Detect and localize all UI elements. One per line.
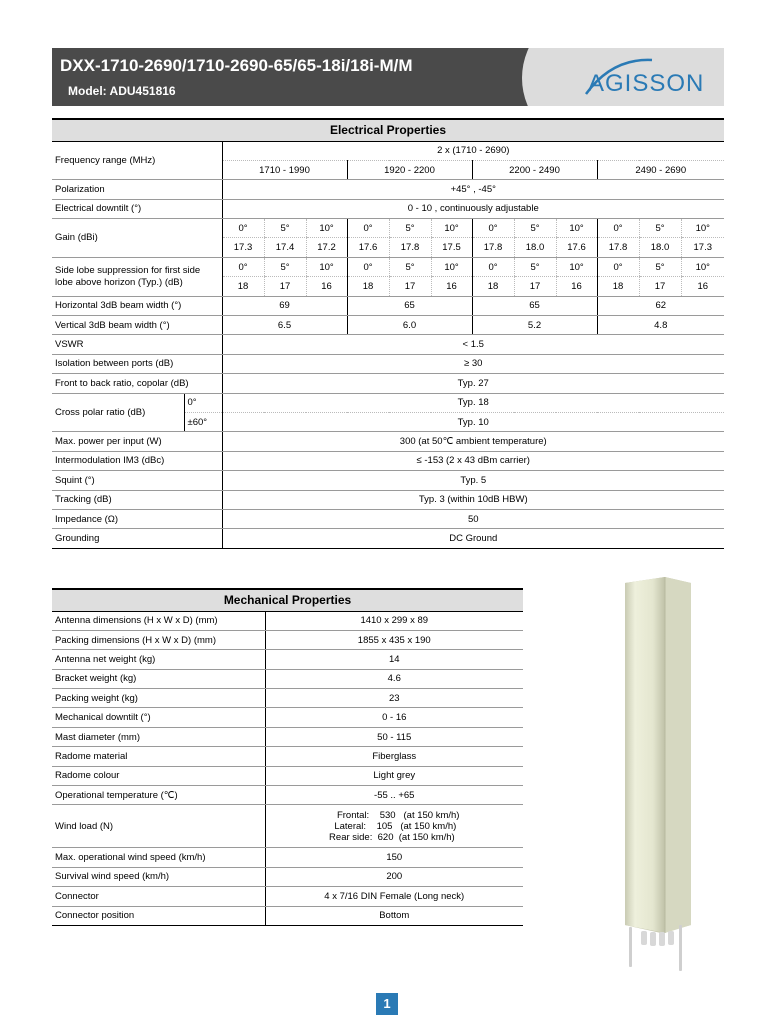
gain-tilt: 10° bbox=[431, 219, 472, 238]
gain-value: 18.0 bbox=[639, 238, 681, 257]
sidelobe-value: 17 bbox=[264, 277, 306, 296]
front-to-back-label: Front to back ratio, copolar (dB) bbox=[52, 374, 222, 393]
gain-value: 17.5 bbox=[431, 238, 472, 257]
electrical-properties-table bbox=[52, 118, 724, 549]
page-number: 1 bbox=[376, 993, 398, 1015]
sidelobe-tilt: 10° bbox=[556, 257, 597, 276]
mech-row-value: 4 x 7/16 DIN Female (Long neck) bbox=[265, 887, 523, 906]
sidelobe-value: 16 bbox=[556, 277, 597, 296]
mech-row-value: 0 - 16 bbox=[265, 708, 523, 727]
mechanical-properties-title: Mechanical Properties bbox=[52, 589, 523, 611]
squint-value: Typ. 5 bbox=[222, 471, 724, 490]
mech-row-value: 4.6 bbox=[265, 669, 523, 688]
gain-value: 18.0 bbox=[514, 238, 556, 257]
tracking-value: Typ. 3 (within 10dB HBW) bbox=[222, 490, 724, 509]
sidelobe-value: 16 bbox=[306, 277, 347, 296]
mech-row-value: 150 bbox=[265, 848, 523, 867]
mech-row-value: 23 bbox=[265, 689, 523, 708]
sidelobe-value: 17 bbox=[514, 277, 556, 296]
sidelobe-tilt: 0° bbox=[472, 257, 514, 276]
sidelobe-value: 18 bbox=[347, 277, 389, 296]
gain-tilt: 10° bbox=[681, 219, 724, 238]
mech-row-label: Mast diameter (mm) bbox=[52, 727, 265, 746]
mech-row-label: Radome material bbox=[52, 747, 265, 766]
sidelobe-value: 18 bbox=[472, 277, 514, 296]
isolation-value: ≥ 30 bbox=[222, 354, 724, 373]
cross-polar-angle-60: ±60° bbox=[184, 412, 222, 431]
product-title: DXX-1710-2690/1710-2690-65/65-18i/18i-M/M bbox=[60, 56, 413, 75]
gain-tilt: 0° bbox=[222, 219, 264, 238]
mech-row-value: Bottom bbox=[265, 906, 523, 925]
gain-tilt: 10° bbox=[306, 219, 347, 238]
grounding-value: DC Ground bbox=[222, 529, 724, 548]
mech-row-value: Light grey bbox=[265, 766, 523, 785]
sidelobe-tilt: 5° bbox=[389, 257, 431, 276]
hbw-value: 65 bbox=[472, 296, 597, 315]
squint-label: Squint (°) bbox=[52, 471, 222, 490]
mech-row-value: Fiberglass bbox=[265, 747, 523, 766]
sidelobe-value: 17 bbox=[639, 277, 681, 296]
frequency-range-value: 2 x (1710 - 2690) bbox=[222, 141, 724, 160]
hbw-value: 69 bbox=[222, 296, 347, 315]
gain-value: 17.8 bbox=[389, 238, 431, 257]
vbw-value: 5.2 bbox=[472, 316, 597, 335]
gain-tilt: 10° bbox=[556, 219, 597, 238]
im3-label: Intermodulation IM3 (dBc) bbox=[52, 451, 222, 470]
gain-tilt: 5° bbox=[389, 219, 431, 238]
sidelobe-value: 17 bbox=[389, 277, 431, 296]
mech-row-label: Radome colour bbox=[52, 766, 265, 785]
gain-value: 17.4 bbox=[264, 238, 306, 257]
mech-row-label: Mechanical downtilt (°) bbox=[52, 708, 265, 727]
gain-tilt: 5° bbox=[514, 219, 556, 238]
sidelobe-tilt: 5° bbox=[264, 257, 306, 276]
vbw-label: Vertical 3dB beam width (°) bbox=[52, 316, 222, 335]
gain-tilt: 5° bbox=[639, 219, 681, 238]
sidelobe-tilt: 5° bbox=[514, 257, 556, 276]
tracking-label: Tracking (dB) bbox=[52, 490, 222, 509]
hbw-value: 65 bbox=[347, 296, 472, 315]
sidelobe-value: 16 bbox=[431, 277, 472, 296]
mech-row-label: Max. operational wind speed (km/h) bbox=[52, 848, 265, 867]
impedance-label: Impedance (Ω) bbox=[52, 509, 222, 528]
impedance-value: 50 bbox=[222, 509, 724, 528]
grounding-label: Grounding bbox=[52, 529, 222, 548]
wind-load-rear: Rear side: 620 (at 150 km/h) bbox=[329, 831, 455, 843]
gain-value: 17.3 bbox=[222, 238, 264, 257]
band-4: 2490 - 2690 bbox=[597, 160, 724, 179]
wind-load-value bbox=[265, 805, 523, 848]
gain-value: 17.6 bbox=[556, 238, 597, 257]
vbw-value: 6.5 bbox=[222, 316, 347, 335]
cross-polar-label: Cross polar ratio (dB) bbox=[52, 393, 184, 432]
polarization-value: +45° , -45° bbox=[222, 180, 724, 199]
downtilt-label: Electrical downtilt (°) bbox=[52, 199, 222, 218]
sidelobe-tilt: 5° bbox=[639, 257, 681, 276]
cross-polar-value-60: Typ. 10 bbox=[222, 412, 724, 431]
vbw-value: 4.8 bbox=[597, 316, 724, 335]
sidelobe-tilt: 0° bbox=[597, 257, 639, 276]
max-power-label: Max. power per input (W) bbox=[52, 432, 222, 451]
band-1: 1710 - 1990 bbox=[222, 160, 347, 179]
mech-row-label: Packing dimensions (H x W x D) (mm) bbox=[52, 630, 265, 649]
antenna-product-image bbox=[595, 575, 715, 980]
sidelobe-label: Side lobe suppression for first side lobe above horizon (Typ.) (dB) bbox=[52, 257, 222, 296]
sidelobe-value: 18 bbox=[222, 277, 264, 296]
wind-load-label: Wind load (N) bbox=[52, 805, 265, 848]
sidelobe-tilt: 10° bbox=[306, 257, 347, 276]
mechanical-properties-table bbox=[52, 588, 523, 926]
polarization-label: Polarization bbox=[52, 180, 222, 199]
hbw-label: Horizontal 3dB beam width (°) bbox=[52, 296, 222, 315]
gain-tilt: 0° bbox=[597, 219, 639, 238]
document-header bbox=[52, 48, 724, 106]
mech-row-label: Antenna net weight (kg) bbox=[52, 650, 265, 669]
vswr-value: < 1.5 bbox=[222, 335, 724, 354]
isolation-label: Isolation between ports (dB) bbox=[52, 354, 222, 373]
vbw-value: 6.0 bbox=[347, 316, 472, 335]
mech-row-value: 1855 x 435 x 190 bbox=[265, 630, 523, 649]
vswr-label: VSWR bbox=[52, 335, 222, 354]
sidelobe-tilt: 0° bbox=[222, 257, 264, 276]
gain-tilt: 5° bbox=[264, 219, 306, 238]
wind-load-lines bbox=[329, 810, 459, 843]
gain-label: Gain (dBi) bbox=[52, 219, 222, 258]
gain-value: 17.8 bbox=[597, 238, 639, 257]
max-power-value: 300 (at 50℃ ambient temperature) bbox=[222, 432, 724, 451]
mech-row-label: Antenna dimensions (H x W x D) (mm) bbox=[52, 611, 265, 630]
mech-row-value: 1410 x 299 x 89 bbox=[265, 611, 523, 630]
frequency-range-label: Frequency range (MHz) bbox=[52, 141, 222, 180]
electrical-properties-title: Electrical Properties bbox=[52, 119, 724, 141]
agisson-logo bbox=[582, 54, 722, 100]
sidelobe-tilt: 10° bbox=[431, 257, 472, 276]
gain-value: 17.6 bbox=[347, 238, 389, 257]
band-2: 1920 - 2200 bbox=[347, 160, 472, 179]
cross-polar-angle-0: 0° bbox=[184, 393, 222, 412]
mech-row-label: Bracket weight (kg) bbox=[52, 669, 265, 688]
hbw-value: 62 bbox=[597, 296, 724, 315]
gain-value: 17.2 bbox=[306, 238, 347, 257]
mech-row-value: 200 bbox=[265, 867, 523, 886]
mech-row-value: 14 bbox=[265, 650, 523, 669]
mech-row-label: Operational temperature (℃) bbox=[52, 786, 265, 805]
downtilt-value: 0 - 10 , continuously adjustable bbox=[222, 199, 724, 218]
logo-text: AGISSON bbox=[588, 70, 705, 97]
mech-row-label: Packing weight (kg) bbox=[52, 689, 265, 708]
model-number: Model: ADU451816 bbox=[68, 84, 176, 98]
cross-polar-value-0: Typ. 18 bbox=[222, 393, 724, 412]
sidelobe-tilt: 10° bbox=[681, 257, 724, 276]
gain-value: 17.8 bbox=[472, 238, 514, 257]
wind-load-lateral: Lateral: 105 (at 150 km/h) bbox=[329, 820, 457, 832]
mech-row-label: Survival wind speed (km/h) bbox=[52, 867, 265, 886]
im3-value: ≤ -153 (2 x 43 dBm carrier) bbox=[222, 451, 724, 470]
mech-row-value: 50 - 115 bbox=[265, 727, 523, 746]
gain-value: 17.3 bbox=[681, 238, 724, 257]
band-3: 2200 - 2490 bbox=[472, 160, 597, 179]
wind-load-frontal: Frontal: 530 (at 150 km/h) bbox=[329, 809, 460, 821]
sidelobe-tilt: 0° bbox=[347, 257, 389, 276]
mech-row-label: Connector position bbox=[52, 906, 265, 925]
mech-row-label: Connector bbox=[52, 887, 265, 906]
gain-tilt: 0° bbox=[347, 219, 389, 238]
mech-row-value: -55 .. +65 bbox=[265, 786, 523, 805]
gain-tilt: 0° bbox=[472, 219, 514, 238]
front-to-back-value: Typ. 27 bbox=[222, 374, 724, 393]
sidelobe-value: 18 bbox=[597, 277, 639, 296]
sidelobe-value: 16 bbox=[681, 277, 724, 296]
